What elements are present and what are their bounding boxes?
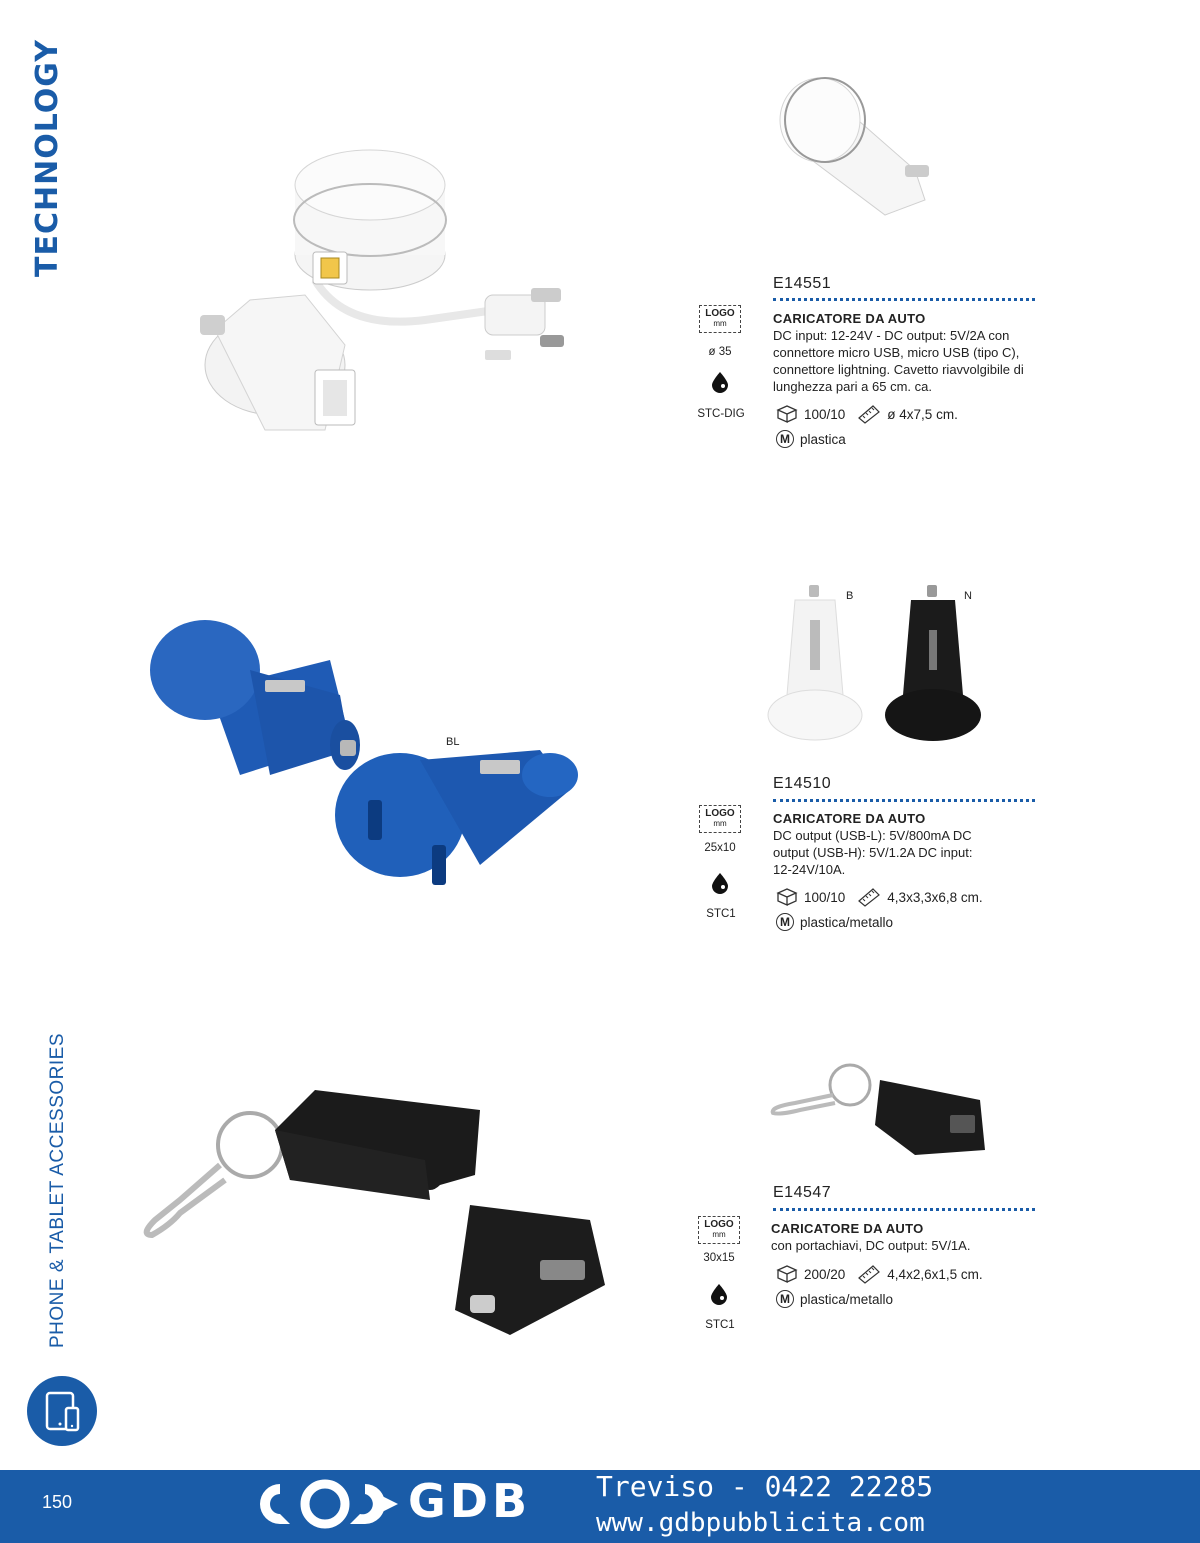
- category-icon-badge: [27, 1376, 97, 1446]
- color-label-n: N: [964, 590, 972, 602]
- ruler-icon: [857, 887, 881, 907]
- product-code: E14547: [773, 1184, 832, 1201]
- product-code: E14510: [773, 775, 832, 792]
- ink-drop-icon: [710, 872, 730, 894]
- packing-row: [776, 404, 958, 424]
- dimensions-value: 4,4x2,6x1,5 cm.: [887, 1266, 983, 1282]
- logo-size: 25x10: [704, 842, 736, 854]
- logo-size: ø 35: [708, 346, 732, 358]
- product-image-e14551-main: [195, 140, 585, 450]
- product-title: CARICATORE DA AUTO: [773, 311, 926, 326]
- product-title: CARICATORE DA AUTO: [773, 811, 926, 826]
- gdb-logo-icon: [250, 1474, 400, 1534]
- ruler-icon: [857, 404, 881, 424]
- category-label: PHONE & TABLET ACCESSORIES: [47, 1033, 68, 1348]
- dimensions-value: ø 4x7,5 cm.: [887, 406, 958, 422]
- brand-name: GDB: [408, 1474, 532, 1528]
- print-code: STC-DIG: [697, 408, 745, 420]
- product-description: DC input: 12-24V - DC output: 5V/2A con connettore micro USB, micro USB (tipo C), connettore lightning. Cavetto riavvolgibile di lunghezza pari a 65 cm. ca.: [773, 328, 1024, 394]
- material-badge: M: [776, 430, 794, 448]
- packing-row: [776, 1264, 983, 1284]
- product-image-e14547-main: [140, 1085, 620, 1355]
- tablet-phone-icon: [27, 1376, 97, 1446]
- color-label-bl: BL: [446, 736, 460, 748]
- product-image-e14510-black: [883, 585, 983, 745]
- material-row: [776, 1290, 893, 1308]
- product-image-e14547-detail: [765, 1055, 995, 1165]
- dimensions-value: 4,3x3,3x6,8 cm.: [887, 889, 983, 905]
- packing-value: 200/20: [804, 1266, 846, 1282]
- print-code: STC1: [705, 1319, 735, 1331]
- logo-marking-box: LOGO mm: [699, 305, 741, 333]
- product-image-e14510-main: [150, 600, 580, 920]
- box-icon: [776, 1264, 798, 1284]
- material-badge: M: [776, 913, 794, 931]
- material-row: [776, 913, 893, 931]
- product-title: CARICATORE DA AUTO: [771, 1221, 924, 1236]
- product-code: E14551: [773, 275, 832, 292]
- box-icon: [776, 404, 798, 424]
- color-label-b: B: [846, 590, 854, 602]
- packing-row: [776, 887, 983, 907]
- material-row: [776, 430, 846, 448]
- contact-website[interactable]: www.gdbpubblicita.com: [596, 1508, 925, 1538]
- ruler-icon: [857, 1264, 881, 1284]
- logo-marking-box: LOGO mm: [699, 805, 741, 833]
- page-number: 150: [42, 1492, 73, 1512]
- logo-size: 30x15: [703, 1252, 735, 1264]
- product-image-e14510-white: [765, 585, 865, 745]
- logo-marking-box: LOGO mm: [698, 1216, 740, 1244]
- ink-drop-icon: [710, 371, 730, 393]
- print-code: STC1: [706, 908, 736, 920]
- product-description: con portachiavi, DC output: 5V/1A.: [771, 1238, 971, 1253]
- packing-value: 100/10: [804, 406, 846, 422]
- material-value: plastica/metallo: [800, 1291, 894, 1307]
- ink-drop-icon: [709, 1283, 729, 1305]
- material-value: plastica/metallo: [800, 914, 894, 930]
- product-description: DC output (USB-L): 5V/800mA DC output (USB-H): 5V/1.2A DC input: 12-24V/10A.: [773, 828, 973, 877]
- contact-phone: Treviso - 0422 22285: [596, 1470, 934, 1503]
- product-image-e14551-detail: [775, 75, 935, 220]
- separator: [773, 799, 1035, 802]
- material-value: plastica: [800, 431, 846, 447]
- material-badge: M: [776, 1290, 794, 1308]
- separator: [773, 1208, 1035, 1211]
- section-title: TECHNOLOGY: [30, 39, 65, 277]
- box-icon: [776, 887, 798, 907]
- packing-value: 100/10: [804, 889, 846, 905]
- separator: [773, 298, 1035, 301]
